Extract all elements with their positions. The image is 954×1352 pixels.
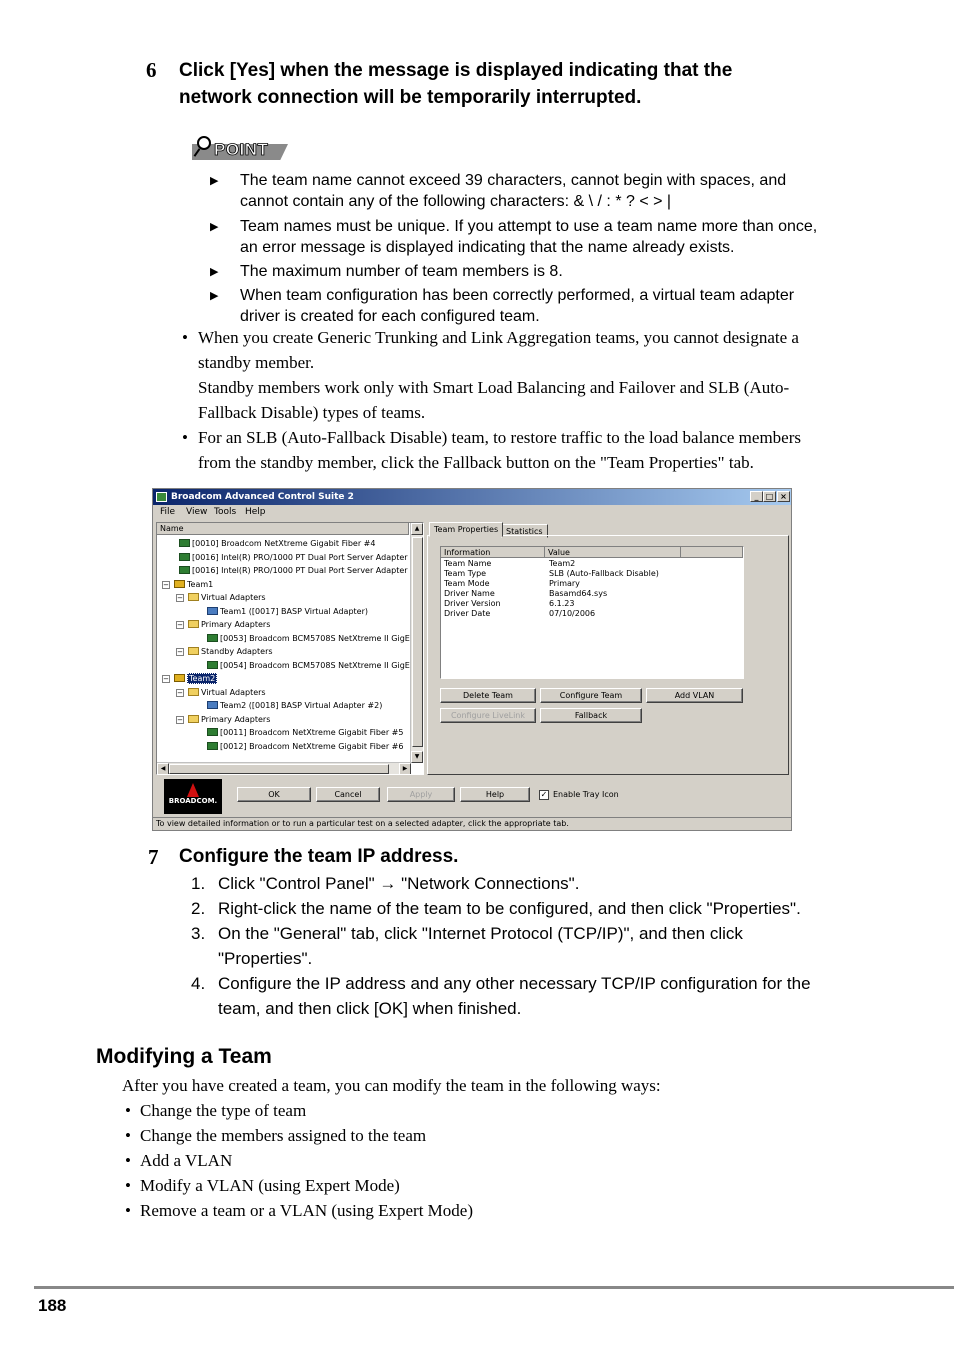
info-row[interactable] [444,569,659,579]
info-row[interactable] [444,599,575,609]
step-title-line: Click [Yes] when the message is displayed indicating that the [179,60,733,81]
info-row[interactable] [444,609,596,619]
adapter-tree[interactable] [156,522,424,775]
scroll-down-icon[interactable]: ▼ [411,751,423,763]
point-item [240,261,563,282]
info-row[interactable] [444,589,608,599]
tree-item[interactable] [179,566,408,576]
point-item-line: The team name cannot exceed 39 characters, cannot begin with spaces, and [240,172,787,189]
point-item [240,216,817,258]
note-line: When you create Generic Trunking and Link Aggregation teams, you cannot designate a [198,328,799,347]
scroll-right-icon[interactable]: ▶ [399,763,411,775]
list-item-line: team, and then click [OK] when finished. [218,999,522,1018]
adapter-icon [207,728,218,736]
list-item: Modify a VLAN (using Expert Mode) [140,1176,400,1195]
value-column-header[interactable]: Value [545,547,681,558]
note-item [198,425,801,475]
info-value: Team2 [549,559,576,568]
info-row[interactable] [444,559,576,569]
tree-item-label: Team1 ([0017] BASP Virtual Adapter) [220,606,368,616]
tree-item[interactable] [207,728,403,738]
fallback-button[interactable]: Fallback [540,708,642,723]
virtual-adapter-icon [207,607,218,615]
adapter-icon [207,661,218,669]
cancel-button[interactable]: Cancel [316,787,380,802]
tree-item-label: Primary Adapters [201,620,271,629]
info-value: SLB (Auto-Fallback Disable) [549,569,659,578]
step-number: 6 [146,58,157,82]
tree-item-label: Team2 [189,674,216,683]
point-item [240,285,794,327]
tree-item-label: Standby Adapters [201,647,273,656]
menu-tools[interactable]: Tools [214,507,237,517]
tree-item[interactable] [188,688,266,698]
app-icon [156,492,167,502]
collapse-icon[interactable]: − [177,688,183,697]
bullet-dot: • [182,428,188,447]
section-heading: Modifying a Team [96,1045,272,1068]
info-key: Driver Version [444,599,501,608]
scroll-left-icon[interactable]: ◀ [157,763,169,775]
note-line: Fallback Disable) types of teams. [198,403,426,422]
list-number: 4. [191,974,206,993]
folder-icon [188,715,199,723]
tree-item[interactable] [207,661,410,671]
folder-icon [188,593,199,601]
bullet-dot: • [125,1151,131,1170]
list-item [218,971,811,1021]
scroll-thumb[interactable] [412,537,423,747]
point-item-line: The maximum number of team members is 8. [240,263,563,280]
app-window [152,488,792,831]
tab-team-properties[interactable]: Team Properties [429,522,503,537]
minimize-button[interactable]: _ [750,491,763,502]
collapse-icon[interactable]: − [177,715,183,724]
collapse-icon[interactable]: − [177,621,183,629]
point-item [240,170,786,212]
tree-item-label: [0053] Broadcom BCM5708S NetXtreme II GigE [220,633,410,643]
bullet-arrow-icon: ▶ [210,290,219,302]
step-title [179,57,732,111]
note-line: from the standby member, click the Fallback button on the "Team Properties" tab. [198,453,754,472]
adapter-icon [207,742,218,750]
section-intro: After you have created a team, you can modify the team in the following ways: [122,1076,661,1095]
menu-bar [153,506,791,520]
help-button[interactable]: Help [460,787,530,802]
list-item-line: "Properties". [218,949,313,968]
info-key: Team Type [444,569,487,578]
list-number: 2. [191,899,206,918]
adapter-icon [207,634,218,642]
tree-item-label: [0054] Broadcom BCM5708S NetXtreme II GigE [220,660,410,670]
point-item-line: Team names must be unique. If you attempt to use a team name more than once, [240,218,818,235]
point-item-line: cannot contain any of the following characters: & \ / : * ? < > | [240,193,672,210]
folder-icon [188,688,199,696]
apply-button[interactable]: Apply [387,787,455,802]
tree-item[interactable] [188,620,270,630]
tree-item-label: [0011] Broadcom NetXtreme Gigabit Fiber #5 [220,728,404,737]
info-column-header[interactable]: Information [441,547,545,558]
list-item-line: Configure the IP address and any other necessary TCP/IP configuration for the [218,974,811,993]
point-item-line: driver is created for each configured team. [240,308,540,325]
folder-icon [188,647,199,655]
point-badge [192,136,290,162]
info-value: Basamd64.sys [549,589,608,598]
tray-icon-label: Enable Tray Icon [553,790,619,799]
info-key: Team Name [444,559,492,568]
info-value: 6.1.23 [549,599,575,608]
page-number: 188 [38,1296,67,1315]
tree-item[interactable] [174,674,217,684]
collapse-icon[interactable]: − [177,594,183,602]
tree-item-label: Team2 ([0018] BASP Virtual Adapter #2) [220,701,383,710]
note-line: For an SLB (Auto-Fallback Disable) team, to restore traffic to the load balance members [198,428,801,447]
status-bar: To view detailed information or to run a particular test on a selected adapter, click the appropriate tab. [153,817,791,830]
tree-vertical-scrollbar[interactable] [410,523,423,763]
menu-file[interactable]: File [160,507,176,517]
bullet-arrow-icon: ▶ [210,266,219,278]
bullet-dot: • [125,1176,131,1195]
window-titlebar [153,489,791,505]
bullet-dot: • [125,1126,131,1145]
adapter-icon [179,553,190,561]
ok-button[interactable]: OK [237,787,311,802]
tree-horizontal-scrollbar[interactable] [157,762,411,774]
tree-item[interactable] [179,539,375,549]
team-icon [174,580,185,588]
list-item: Add a VLAN [140,1151,233,1170]
tree-item[interactable] [207,634,410,644]
list-item [218,871,579,896]
info-row[interactable] [444,579,580,589]
window-title: Broadcom Advanced Control Suite 2 [171,492,354,502]
tree-item-label: Team1 [187,579,214,589]
info-key: Team Mode [444,579,490,588]
tree-item-label: [0012] Broadcom NetXtreme Gigabit Fiber #6 [220,741,404,751]
configure-team-button[interactable]: Configure Team [540,688,642,703]
menu-view[interactable]: View [186,507,208,517]
tree-item[interactable] [188,593,266,603]
scroll-thumb[interactable] [169,764,389,774]
note-item [198,325,799,425]
bullet-dot: • [125,1201,131,1220]
step-title: Configure the team IP address. [179,846,459,867]
note-line: Standby members work only with Smart Load Balancing and Failover and SLB (Auto- [198,378,790,397]
list-item [218,896,801,921]
list-item: Change the members assigned to the team [140,1126,427,1145]
point-item-line: an error message is displayed indicating that the name already exists. [240,239,735,256]
menu-help[interactable]: Help [245,507,266,517]
collapse-icon[interactable]: − [163,675,169,683]
point-item-line: When team configuration has been correctly performed, a virtual team adapter [240,287,795,304]
tree-item[interactable] [174,580,213,590]
tree-item-label: [0016] Intel(R) PRO/1000 PT Dual Port Server Adapter [192,566,408,575]
collapse-icon[interactable]: − [163,580,169,589]
configure-livelink-button[interactable]: Configure LiveLink [440,708,536,723]
tree-item-label: [0016] Intel(R) PRO/1000 PT Dual Port Server Adapter [192,552,408,562]
bullet-dot: • [125,1101,131,1120]
list-item: Change the type of team [140,1101,307,1120]
tree-column-header[interactable]: Name [157,523,409,535]
details-pane [427,522,789,775]
bullet-dot: • [182,328,188,347]
collapse-icon[interactable]: − [177,648,183,656]
point-label: POINT [214,140,269,159]
team-icon [174,674,185,682]
tree-item[interactable] [207,701,382,711]
tray-icon-checkbox[interactable]: ✓ [540,790,548,799]
add-vlan-button[interactable]: Add VLAN [646,688,743,703]
virtual-adapter-icon [207,701,218,709]
footer-rule [34,1286,954,1289]
list-item-line: On the "General" tab, click "Internet Protocol (TCP/IP)", and then click [218,924,743,943]
info-key: Driver Name [444,589,495,598]
tree-item[interactable] [188,647,273,657]
tree-item[interactable] [207,607,368,617]
adapter-icon [179,539,190,547]
folder-icon [188,620,199,628]
tab-statistics[interactable]: Statistics [501,524,548,538]
list-number: 3. [191,924,206,943]
tree-item[interactable] [188,715,270,725]
close-button[interactable]: × [777,491,790,502]
team-properties-panel [427,535,789,775]
list-item-line: Right-click the name of the team to be configured, and then click "Properties". [218,899,801,918]
list-item: Remove a team or a VLAN (using Expert Mode) [140,1201,473,1220]
info-value: 07/10/2006 [549,609,596,618]
tree-item-label: [0010] Broadcom NetXtreme Gigabit Fiber #4 [192,539,376,548]
tree-item[interactable] [179,553,408,563]
scroll-up-icon[interactable]: ▲ [411,523,423,535]
dialog-footer [153,777,791,817]
maximize-button[interactable]: □ [763,491,776,502]
bullet-arrow-icon: ▶ [210,175,219,187]
tree-item-label: Virtual Adapters [201,593,266,602]
step-title-line: network connection will be temporarily interrupted. [179,87,642,108]
note-line: standby member. [198,353,315,372]
list-item-line: Click "Control Panel" → "Network Connections". [218,874,580,893]
empty-column-header [681,547,743,558]
bullet-arrow-icon: ▶ [210,221,219,233]
step-number: 7 [148,845,159,869]
list-item [218,921,743,971]
tree-item-label: Virtual Adapters [201,687,266,697]
adapter-icon [179,566,190,574]
info-key: Driver Date [444,609,491,618]
tree-item[interactable] [207,742,403,752]
tree-item-label: Primary Adapters [201,714,271,724]
list-number: 1. [191,874,206,893]
delete-team-button[interactable]: Delete Team [440,688,536,703]
broadcom-logo: BROADCOM. [164,779,222,814]
info-table[interactable] [440,546,744,679]
info-value: Primary [549,579,580,588]
